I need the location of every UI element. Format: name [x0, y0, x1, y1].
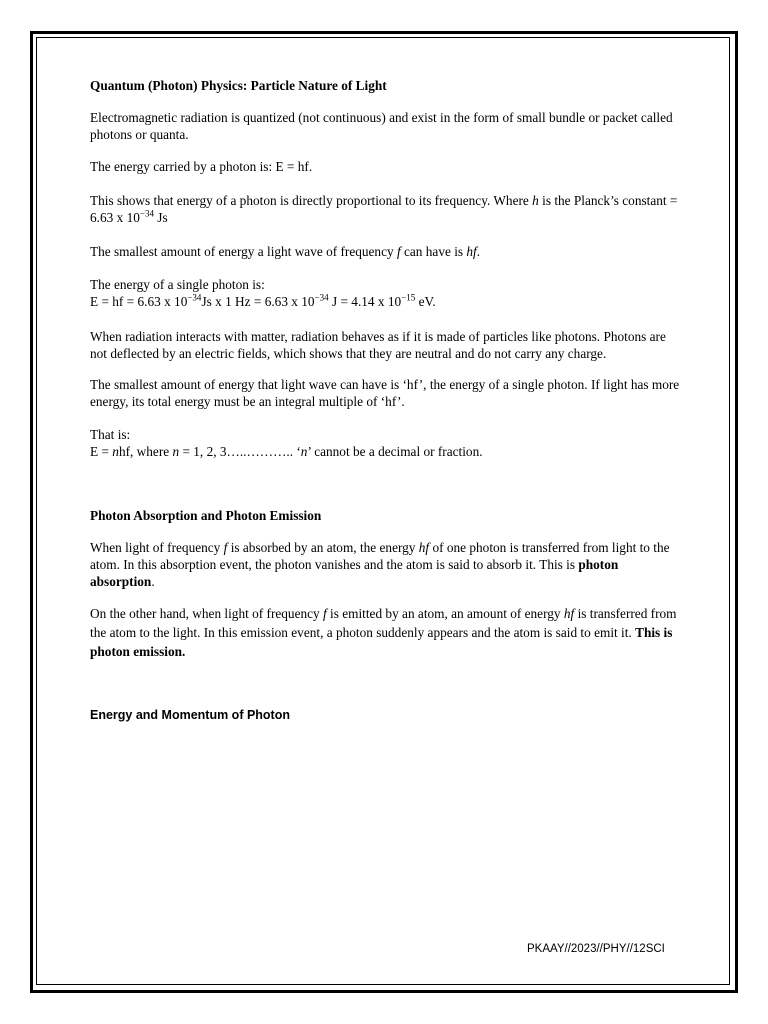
paragraph-photon-emission: On the other hand, when light of frequency f is emitted by an atom, an amount of energy hf is transferred from the atom to the light. In this emission event, a photon suddenly appears and the atom is said to emit it. This is photon emission. [90, 606, 677, 659]
heading-particle-nature: Quantum (Photon) Physics: Particle Nature of Light [90, 78, 387, 93]
paragraph-planck-constant: This shows that energy of a photon is directly proportional to its frequency. Where h is the Planck’s constant = 6.63 x $10^{-34}$ Js [90, 193, 678, 225]
paragraph-integral-multiple: The smallest amount of energy that light wave can have is ‘hf’, the energy of a single photon. If light has more energy, its total energy must be an integral multiple of ‘hf’. [90, 377, 680, 409]
heading-absorption-emission: Photon Absorption and Photon Emission [90, 508, 322, 523]
paragraph-smallest-energy: The smallest amount of energy a light wave of frequency f can have is hf. [90, 244, 481, 259]
footer-code: PKAAY//2023//PHY//12SCI [527, 943, 665, 955]
heading-energy-momentum: Energy and Momentum of Photon [90, 708, 290, 722]
paragraph-single-photon-energy: The energy of a single photon is: E = hf = 6.63 x $10^{-34}Js$ x 1 Hz = 6.63 x $10^{-34}$ J = 4.14 x $10^{-15}$ eV. [90, 277, 436, 309]
paragraph-particle-behaviour: When radiation interacts with matter, radiation behaves as if it is made of particles like photons. Photons are not deflected by an electric fields, which shows that they are neutral and do not carry any charge. [90, 329, 666, 361]
paragraph-em-radiation: Electromagnetic radiation is quantized (not continuous) and exist in the form of small bundle or packet called photons or quanta. [90, 110, 673, 142]
paragraph-photon-absorption: When light of frequency f is absorbed by an atom, the energy hf of one photon is transferred from light to the atom. In this absorption event, the photon vanishes and the atom is said to absorb it. This is photon absorption. [90, 540, 670, 589]
paragraph-photon-energy: The energy carried by a photon is: E = hf. [90, 159, 313, 174]
paragraph-e-equals-nhf: That is: E = nhf, where n = 1, 2, 3…..……….. ‘n’ cannot be a decimal or fraction. [90, 427, 483, 459]
